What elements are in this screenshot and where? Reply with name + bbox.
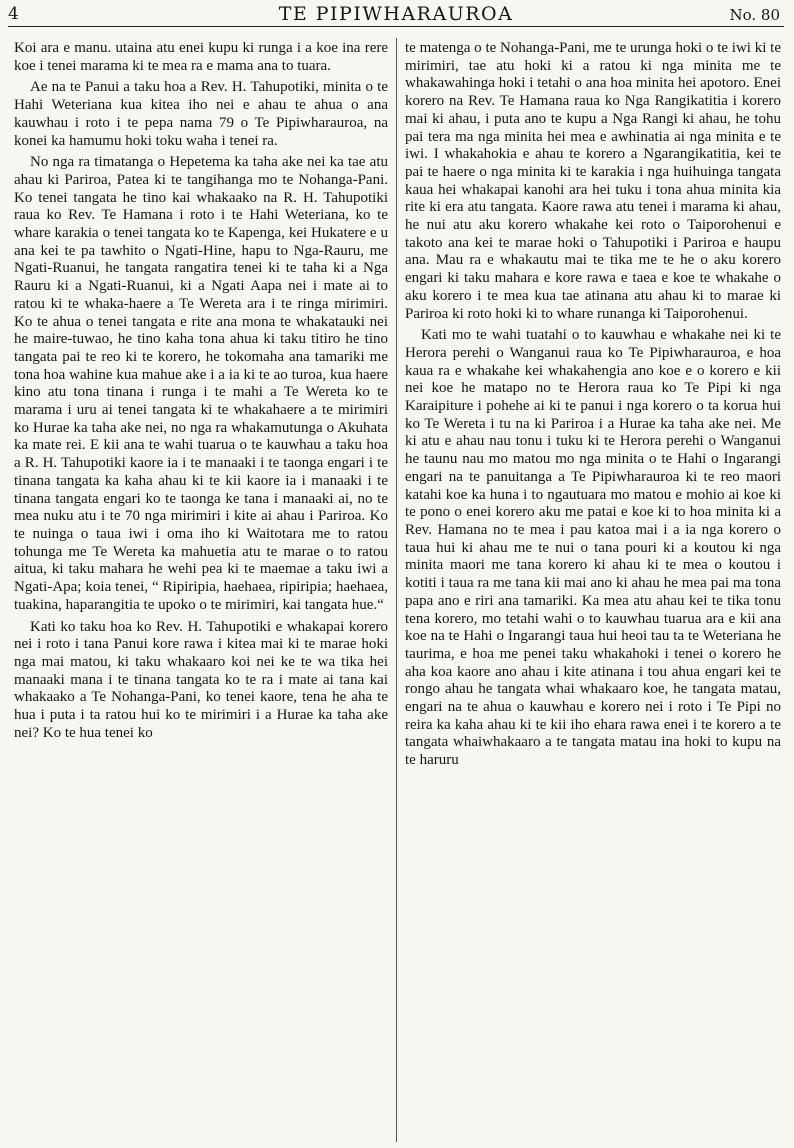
- paragraph: te matenga o te Nohanga-Pani, me te urunga hoki o te iwi ki te mirimiri, tae atu hoki ki a ratou ki nga minita me te whakawahinga hoki i tetahi o ana hoa minita hei apotoro. Enei korero na Rev. Te Hamana raua ko Nga Rangikatitia i korero mai ki ahau, i puta ano te kupu a Nga Rangi ki ahau, he tohu pai tera ma nga minita hei mea e awhinatia ai nga minita e te iwi. I whakahokia e ahau te korero a Ngarangikatitia, kei te pai te haere o nga minita ki te karakia i nga huihuinga tangata kaua hei whakapai kanohi ara hei tuku i tona ahua minita kia rite ki era atu tangata. Kaore rawa atu tenei i marama ki ahau, he nui atu aku korero whakahe kei roto o Taiporohenui e takoto ana kei te marae hoki o Tahupotiki i Pariroa e haupu ana. Mau ra e whakautu mai te tika me te he o aku korero engari ki taku mahara e kore rawa e taea e koe te whakahe o aku korero i te mea kua tae atinana atu ahau ki to marae ki Pariroa ki roto hoki ki to whare runanga ki Taiporohenui.: [405, 40, 781, 322]
- left-column: [14, 40, 388, 1144]
- paragraph: Kati mo te wahi tuatahi o to kauwhau e whakahe nei ki te Herora perehi o Wanganui raua ko Te Pipiwharauroa, e hoa kaua ra e whakahe kei whakahengia ano koe e o korero e kii nei koe he matapo no te Herora raua ko Te Pipi ki nga Karaipiture i pohehe ai ki te panui i nga korero o ta korua hui ko Te Wereta i tu na ki Pariroa i a Hurae ka taha ake nei. Me ki atu e ahau nau tonu i tuku ki te Herora perehi o Wanganui he taunu nau mo matou mo nga minita o te Hahi o Ingarangi engari na te panuitanga a Te Pipiwharauroa ki te reo maori katahi koe ka huna i to ngautuara mo matou e mohio ai koe ki te pono o enei korero aku me patai e koe ki to hoa minita ki a Rev. Hamana no te mea i pau katoa mai i a ia nga korero o taua hui ki ahau me te nui o tana pouri ki a koutou ki nga minita maori me tana korero ki ahau ki te mea o koutou i kotiti i taua ra me tana kii mai ano ki ahau he mea pai ma tona papa ano e riri ana tamariki. Ka mea atu ahau kei te tika tonu tena korero, mo tetahi wahi o to kauwhau tuarua ara e kii ana koe na te Hahi o Ingarangi taua hui heoi tau ta te Weteriana he taurima, e hoa me penei taku whakahoki i tenei o korero he aha koa kaore ano ahau i kite atinana i tou ahua engari kei te rongo ahau he tangata whai whakaaro koe, he tangata matau, engari na te ahua o kauwhau e korero nei i roto i Te Pipi no reira ka kaha ahau ki te kii iho ehara rawa enei i te korero a te tangata whaiwhakaaro a te tangata matau ina hoki to kupu na te haruru: [405, 327, 781, 769]
- page-number: 4: [8, 4, 19, 24]
- issue-number: No. 80: [729, 6, 780, 24]
- right-column: [405, 40, 781, 1144]
- page-header: [8, 2, 784, 27]
- paragraph: Kati ko taku hoa ko Rev. H. Tahupotiki e whakapai korero nei i roto i tana Panui kore rawa i kitea mai ki te marae hoki nga mai matou, ki taku whakaaro koi nei ke te wa tika hei manaaki mana i te tinana tangata ko te ra i mate ai tana kai whakaako a Te Nohanga-Pani, ko tenei kaore, tena he aha te hua i puta i ta ratou hui ko te mirimiri i a Hurae ka taha ake nei? Ko te hua tenei ko: [14, 618, 388, 741]
- newspaper-title: TE PIPIWHARAUROA: [278, 3, 514, 25]
- paragraph: No nga ra timatanga o Hepetema ka taha ake nei ka tae atu ahau ki Pariroa, Patea ki te tangihanga mo te Nohanga-Pani. Ko tenei tangata he tino kai whakaako na R. H. Tahupotiki raua ko Rev. Te Hamana i roto i te Hahi Weteriana, ko te whare karakia o tenei tangata ko te Kapenga, kei Hukatere e u ana kei te pa tawhito o Ngati-Hine, hapu to Nga-Rauru, me Ngati-Ruanui, he tangata rangatira tenei ki te taha ki a Nga Rauru ki a Ngati-Ruanui, ki a Ngati Aapa nei i mate ai to ratou ki te whaka-haere a Te Wereta ara i te ringa mirimiri. Ko te ahua o tenei tangata e rite ana mona te whakatauki nei he maire-tuwao, he tino kaha tona ahua ki taku titiro he tino tangata pai te reo ki te korero, he tokomaha ana tamariki me tona hoa wahine kua mahue ake i a ia ki te ao turoa, kua haere kino atu tona tinana i runga i te mahi a Te Wereta ko te marama i uru ai tenei tangata ki te whakahaere a te mirimiri ko Hurae ka taha ake nei, no nga ra whakamutunga o Akuhata ka mate rei. E kii ana te wahi tuarua o te kauwhau a taku hoa a R. H. Tahupotiki kaore ia i te manaaki i te taonga engari i te tinana tangata ka kaha ahau ki te kii kaore ia i manaaki i te tinana tangata engari ko te taonga ke tana i manaaki ai, no te mea nuku atu i te 70 nga mirimiri i kite ai ahau i Pariroa. Ko te nuinga o taua iwi i oma iho ki Waitotara me to ratou tohunga me Te Wereta ka mahuetia atu te marae o to ratou aitua, ki taku mahara he wehi pea ki te maemae a taku iwi a Ngati-Apa; koia tenei, “ Ripiripia, haehaea, ripiripia; haehaea, tuakina, haparangitia te upoko o te mirimiri, kai tangata hue.“: [14, 154, 388, 613]
- paragraph: Ae na te Panui a taku hoa a Rev. H. Tahupotiki, minita o te Hahi Weteriana kua kitea iho nei e ahau te ahua o ana kauwhau i roto i te pepa nama 79 o Te Pipiwharauroa, na konei ka hamumu hoki toku waha i tenei ra.: [14, 79, 388, 149]
- paragraph: Koi ara e manu. utaina atu enei kupu ki runga i a koe ina rere koe i tenei marama ki te mea ra e mama ana to tuara.: [14, 40, 388, 74]
- column-divider: [396, 38, 397, 1142]
